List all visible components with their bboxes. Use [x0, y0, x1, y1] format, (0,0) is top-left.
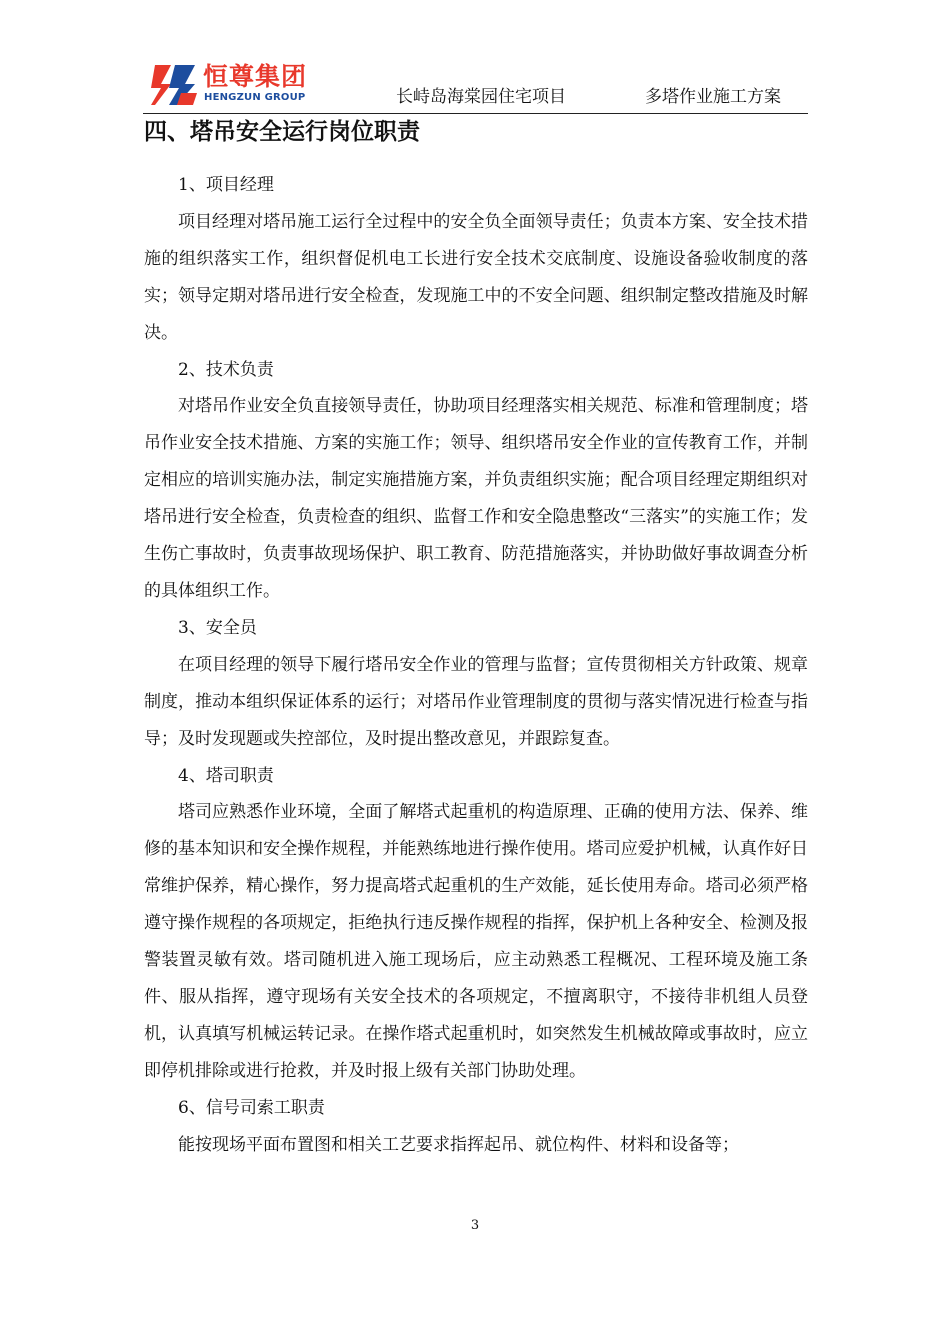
document-body: [144, 167, 808, 1163]
paragraph-technical-lead: 对塔吊作业安全负直接领导责任，协助项目经理落实相关规范、标准和管理制度；塔吊作业安全技术措施、方案的实施工作；领导、组织塔吊安全作业的宣传教育工作，并制定相应的培训实施办法，制定实施措施方案，并负责组织实施；配合项目经理定期组织对塔吊进行安全检查，负责检查的组织、监督工作和安全隐患整改“三落实”的实施工作；发生伤亡事故时，负责事故现场保护、职工教育、防范措施落实，并协助做好事故调查分析的具体组织工作。: [144, 396, 808, 601]
hengzun-logo-icon: [151, 63, 199, 107]
page-number: 3: [470, 1218, 480, 1233]
header-project-name: 长峙岛海棠园住宅项目: [396, 87, 566, 107]
subsection-heading-technical-lead: 2、技术负责: [178, 359, 274, 380]
logo-english-text: HENGZUN GROUP: [204, 92, 306, 103]
subsection-heading-crane-operator: 4、塔司职责: [178, 765, 274, 786]
subsection-heading-safety-officer: 3、安全员: [178, 617, 257, 638]
paragraph-crane-operator: 塔司应熟悉作业环境，全面了解塔式起重机的构造原理、正确的使用方法、保养、维修的基本知识和安全操作规程，并能熟练地进行操作使用。塔司应爱护机械，认真作好日常维护保养，精心操作，努力提高塔式起重机的生产效能，延长使用寿命。塔司必须严格遵守操作规程的各项规定，拒绝执行违反操作规程的指挥，保护机上各种安全、检测及报警装置灵敏有效。塔司随机进入施工现场后，应主动熟悉工程概况、工程环境及施工条件、服从指挥，遵守现场有关安全技术的各项规定，不擅离职守，不接待非机组人员登机，认真填写机械运转记录。在操作塔式起重机时，如突然发生机械故障或事故时，应立即停机排除或进行抢救，并及时报上级有关部门协助处理。: [144, 802, 808, 1081]
paragraph-signal-rigger: 能按现场平面布置图和相关工艺要求指挥起吊、就位构件、材料和设备等；: [178, 1134, 739, 1155]
logo-chinese-text: 恒尊集团: [203, 62, 308, 91]
section-title: 四、塔吊安全运行岗位职责: [144, 119, 420, 145]
subsection-heading-project-manager: 1、项目经理: [178, 175, 274, 195]
company-logo: [151, 63, 331, 107]
page-header: [143, 60, 808, 114]
subsection-heading-signal-rigger: 6、信号司索工职责: [178, 1097, 325, 1118]
header-document-name: 多塔作业施工方案: [645, 87, 781, 107]
paragraph-project-manager: 项目经理对塔吊施工运行全过程中的安全负全面领导责任；负责本方案、安全技术措施的组织落实工作，组织督促机电工长进行安全技术交底制度、设施设备验收制度的落实；领导定期对塔吊进行安全检查，发现施工中的不安全问题、组织制定整改措施及时解决。: [144, 211, 808, 343]
paragraph-safety-officer: 在项目经理的领导下履行塔吊安全作业的管理与监督；宣传贯彻相关方针政策、规章制度，推动本组织保证体系的运行；对塔吊作业管理制度的贯彻与落实情况进行检查与指导；及时发现题或失控部位，及时提出整改意见，并跟踪复查。: [144, 654, 808, 749]
